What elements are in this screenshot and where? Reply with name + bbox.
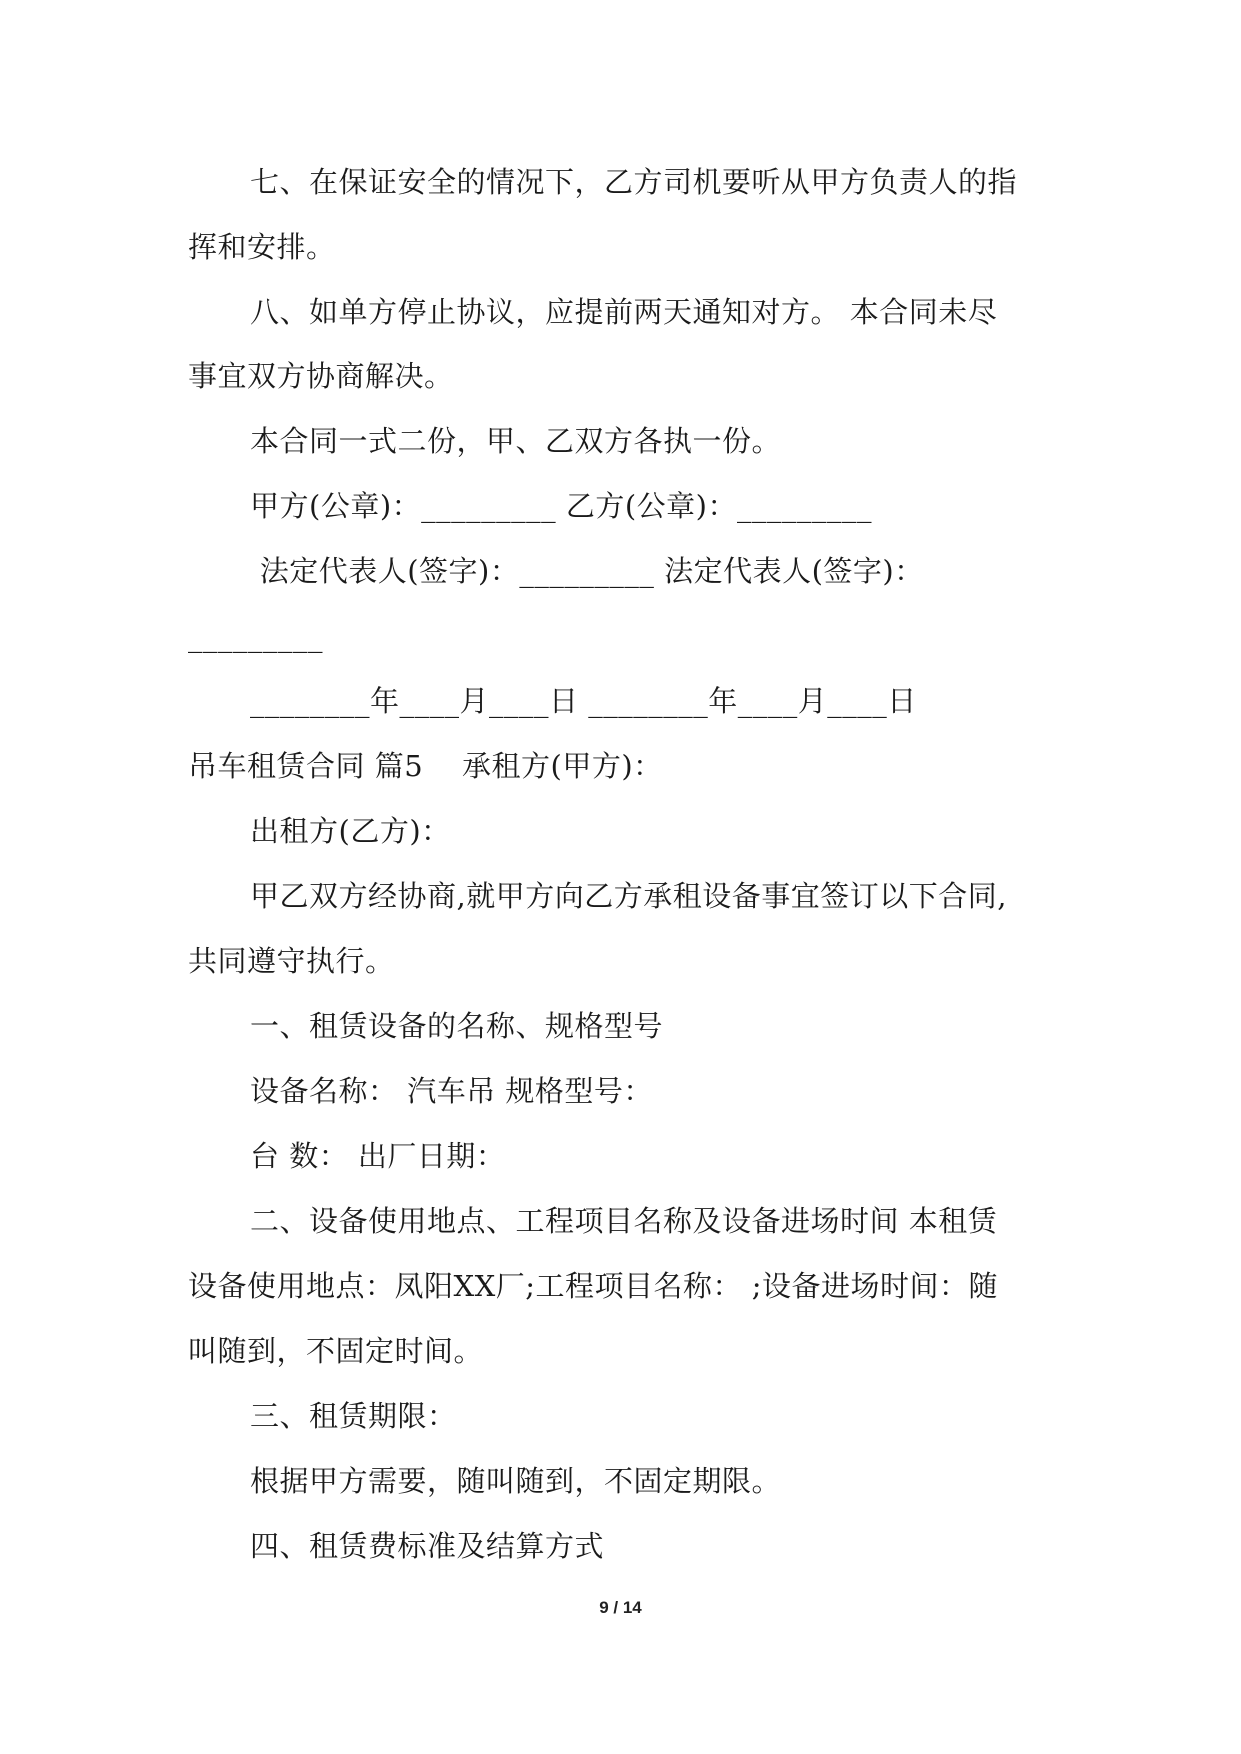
text-line: 一、租赁设备的名称、规格型号 <box>250 1009 664 1043</box>
text-line: 三、租赁期限： <box>250 1399 457 1433</box>
section-title: 吊车租赁合同 篇5 承租方(甲方)： <box>188 749 663 783</box>
text-line: 事宜双方协商解决。 <box>188 359 454 393</box>
text-line: 八、如单方停止协议，应提前两天通知对方。 本合同未尽 <box>250 295 998 329</box>
signature-line: _________ <box>188 619 323 653</box>
signature-line: 甲方(公章)：_________ 乙方(公章)：_________ <box>250 489 872 523</box>
text-line: 共同遵守执行。 <box>188 944 395 978</box>
text-line: 挥和安排。 <box>188 230 336 264</box>
text-line: 四、租赁费标准及结算方式 <box>250 1529 605 1563</box>
text-line: 叫随到，不固定时间。 <box>188 1334 484 1368</box>
text-line: 二、设备使用地点、工程项目名称及设备进场时间 本租赁 <box>250 1204 998 1238</box>
text-line: 出租方(乙方)： <box>250 814 451 848</box>
date-line: ________年____月____日 ________年____月____日 <box>250 684 917 718</box>
text-line: 甲乙双方经协商,就甲方向乙方承租设备事宜签订以下合同, <box>250 879 1007 913</box>
text-line: 七、在保证安全的情况下，乙方司机要听从甲方负责人的指 <box>250 165 1018 199</box>
text-line: 设备名称： 汽车吊 规格型号： <box>250 1074 653 1108</box>
text-line: 设备使用地点：凤阳XX厂;工程项目名称： ;设备进场时间：随 <box>188 1269 999 1303</box>
text-line: 根据甲方需要，随叫随到，不固定期限。 <box>250 1464 782 1498</box>
signature-line: 法定代表人(签字)：_________ 法定代表人(签字)： <box>250 554 924 588</box>
text-line: 台 数： 出厂日期： <box>250 1139 506 1173</box>
page-number: 9 / 14 <box>599 1598 642 1617</box>
text-line: 本合同一式二份，甲、乙双方各执一份。 <box>250 424 782 458</box>
